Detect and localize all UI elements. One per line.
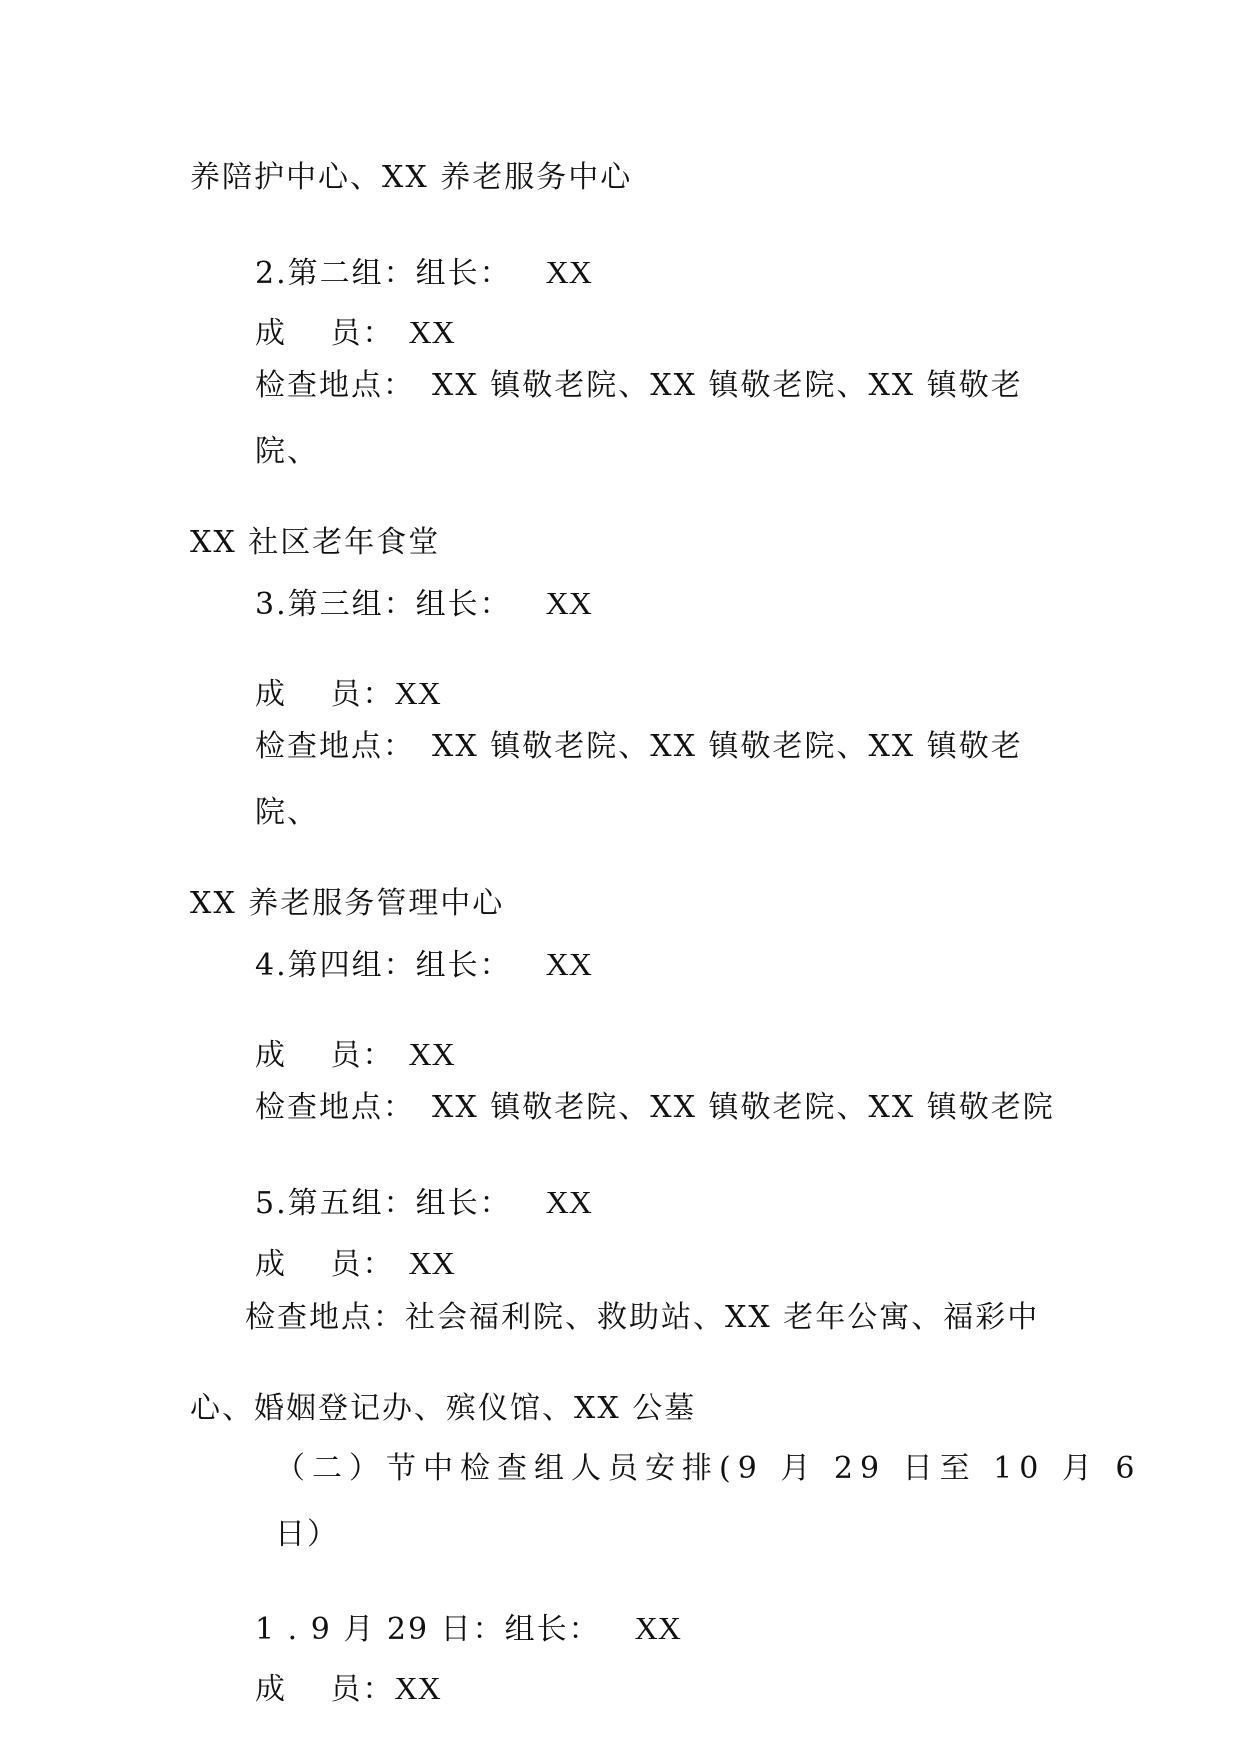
group-5-locations: 检查地点：社会福利院、救助站、XX 老年公寓、福彩中: [245, 1300, 1040, 1335]
group-2-leader: 2.第二组：组长： XX: [255, 254, 592, 291]
day-1-leader: 1 . 9 月 29 日：组长： XX: [255, 1610, 681, 1647]
text-line: XX 养老服务管理中心: [190, 886, 505, 921]
group-4-leader: 4.第四组：组长： XX: [255, 946, 592, 983]
group-4-members: 成 员： XX: [255, 1036, 455, 1073]
text-line: 心、婚姻登记办、殡仪馆、XX 公墓: [190, 1391, 697, 1426]
day-1-members: 成 员：XX: [255, 1670, 441, 1707]
group-2-locations: 检查地点： XX 镇敬老院、XX 镇敬老院、XX 镇敬老: [255, 368, 1023, 403]
section-heading-cont: 日）: [275, 1517, 339, 1552]
text-line: 院、: [255, 434, 319, 469]
group-2-members: 成 员： XX: [255, 314, 455, 351]
text-line: XX 社区老年食堂: [190, 525, 441, 560]
group-3-locations: 检查地点： XX 镇敬老院、XX 镇敬老院、XX 镇敬老: [255, 729, 1023, 764]
group-4-locations: 检查地点： XX 镇敬老院、XX 镇敬老院、XX 镇敬老院: [255, 1090, 1055, 1125]
group-5-leader: 5.第五组：组长： XX: [255, 1184, 592, 1221]
group-5-members: 成 员： XX: [255, 1245, 455, 1282]
text-line: 养陪护中心、XX 养老服务中心: [190, 160, 633, 195]
section-heading: （二）节中检查组人员安排(9 月 29 日至 10 月 6: [275, 1451, 1142, 1486]
group-3-members: 成 员：XX: [255, 675, 441, 712]
text-line: 院、: [255, 795, 319, 830]
group-3-leader: 3.第三组：组长： XX: [255, 585, 592, 622]
